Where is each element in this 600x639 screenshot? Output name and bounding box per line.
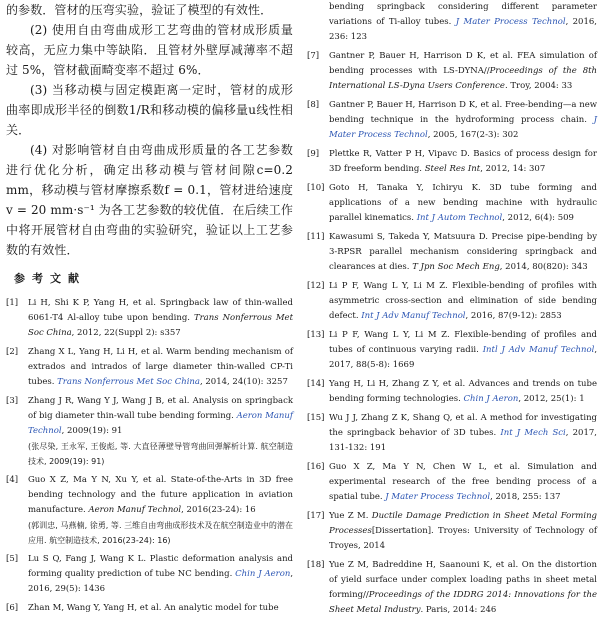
reference-item [307, 411, 597, 456]
reference-text [329, 411, 597, 456]
reference-number: [18] [307, 560, 325, 570]
reference-source[interactable]: J Mater Process Technol [455, 17, 566, 27]
reference-segment: Plettke R, Vatter P H, Vipavc D. Basics of process design for 3D freeform bending. [329, 149, 597, 174]
reference-number: [1] [6, 298, 19, 308]
reference-segment: Guo X Z, Ma Y N, Chen W L, et al. Simulation and experimental research of the free bending process of a spatial tube. [329, 462, 597, 502]
reference-source[interactable]: Int J Autom Technol [416, 213, 503, 223]
reference-number: [14] [307, 379, 325, 389]
reference-segment: . Paris, 2014: 246 [420, 605, 497, 615]
reference-source: Aeron Manuf Technol [88, 505, 182, 515]
reference-text [329, 377, 597, 407]
paragraph: (2) 使用自由弯曲成形工艺弯曲的管材成形质量较高，无应力集中等缺陷．且管材外壁厚减薄率不超过 5%，管材截面畸变率不超过 6%． [6, 23, 293, 77]
reference-text [329, 230, 597, 275]
reference-segment: Zhang J R, Wang Y J, Wang J B, et al. Analysis on springback of big diameter thin-wall tube bending forming. [28, 396, 293, 421]
reference-chinese: (郭训忠, 马燕楠, 徐勇, 等. 三维自由弯曲成形技术及在航空制造业中的潜在应用. 航空制造技术, 2016(23-24): 16) [28, 521, 293, 545]
reference-number: [4] [6, 475, 19, 485]
right-column [307, 0, 597, 622]
reference-segment: . Troy, 2004: 33 [504, 81, 573, 91]
reference-segment: Gantner P, Bauer H, Harrison D K, et al. FEA simulation of bending processes with LS-DYNA// [329, 51, 597, 76]
reference-source: Trans Nonferrous Met Soc China [28, 313, 293, 338]
reference-segment: Zhan M, Wang Y, Yang H, et al. An analytic model for tube [28, 603, 279, 613]
reference-segment: , 2016, 236: 123 [329, 17, 597, 42]
reference-segment: , 2014, 80(820): 343 [499, 262, 588, 272]
reference-segment: Li P F, Wang L Y, Li M Z. Flexible-bending of profiles with asymmetric cross-section and elimination of side bending defect. [329, 281, 597, 321]
reference-text [28, 552, 293, 597]
reference-source[interactable]: Aeron Manuf Technol [28, 411, 293, 436]
reference-number: [9] [307, 149, 320, 159]
reference-segment: Gantner P, Bauer H, Harrison D K, et al. Free-bending—a new bending technique in the hydroforming process chain. [329, 100, 597, 125]
reference-source: T Jpn Soc Mech Eng [412, 262, 500, 272]
reference-text [329, 98, 597, 143]
reference-segment: , 2017, 131-132: 191 [329, 428, 597, 453]
reference-item [307, 328, 597, 373]
reference-text [329, 181, 597, 226]
reference-source[interactable]: Int J Mech Sci [500, 428, 566, 438]
reference-text [329, 147, 597, 177]
reference-item [6, 345, 293, 390]
reference-item [307, 377, 597, 407]
reference-item [6, 473, 293, 548]
reference-text [28, 473, 293, 548]
reference-item [6, 296, 293, 341]
reference-source[interactable]: Trans Nonferrous Met Soc China [57, 377, 200, 387]
reference-segment: [Dissertation]. Troyes: University of Technology of Troyes, 2014 [329, 526, 597, 551]
reference-item [307, 49, 597, 94]
reference-segment: Wu J J, Zhang Z K, Shang Q, et al. A method for investigating the springback behavior of 3D tubes. [329, 413, 597, 438]
paragraph: 的参数．管材的压弯实验，验证了模型的有效性． [6, 3, 273, 17]
reference-segment: Li P F, Wang L Y, Li M Z. Flexible-bending of profiles and tubes of continuous varying radii. [329, 330, 597, 355]
paragraph: (4) 对影响管材自由弯曲成形质量的各工艺参数进行优化分析，确定出移动模与管材间隙c=0.2 mm，移动模与管材摩擦系数f = 0.1，管材进给速度 v = 20 mm·s⁻¹ 为各工艺参数的较优值．在后续工作中将开展管材自由弯曲的实验研究，验证以上工艺参数的有效性． [6, 143, 293, 257]
reference-source: Proceedings of the IDDRG 2014: Innovations for the Sheet Metal Industry [329, 590, 597, 615]
reference-segment: , 2014, 24(10): 3257 [199, 377, 288, 387]
reference-number: [11] [307, 232, 325, 242]
reference-number: [5] [6, 554, 19, 564]
reference-number: [16] [307, 462, 325, 472]
left-column [6, 0, 293, 620]
reference-segment: Goto H, Tanaka Y, Ichiryu K. 3D tube forming and applications of a new bending machine with hydraulic parallel kinematics. [329, 183, 597, 223]
reference-source[interactable]: Chin J Aeron [235, 569, 291, 579]
reference-number: [13] [307, 330, 325, 340]
reference-chinese: (张尽染, 王永军, 王俊彪, 等. 大直径薄壁导管弯曲回弹解析计算. 航空制造技术, 2009(19): 91) [28, 442, 293, 466]
reference-segment: bending springback considering different parameter variations of Ti-alloy tubes. [329, 2, 597, 27]
reference-item [6, 394, 293, 469]
reference-segment: Zhang X L, Yang H, Li H, et al. Warm bending mechanism of extrados and intrados of large diameter thin-walled CP-Ti tubes. [28, 347, 293, 387]
reference-segment: , 2018, 255: 137 [490, 492, 561, 502]
reference-segment: , 2012, 22(Suppl 2): s357 [71, 328, 181, 338]
reference-number [307, 0, 329, 45]
reference-segment: Li H, Shi K P, Yang H, et al. Springback law of thin-walled 6061-T4 Al-alloy tube upon bending. [28, 298, 293, 323]
references-heading: 参考文献 [14, 272, 86, 285]
reference-segment: , 2016(23-24): 16 [181, 505, 256, 515]
reference-number: [7] [307, 51, 320, 61]
reference-item [307, 147, 597, 177]
reference-segment: , 2005, 167(2-3): 302 [427, 130, 519, 140]
reference-number: [6] [6, 603, 19, 613]
reference-item [307, 509, 597, 554]
reference-text [329, 509, 597, 554]
reference-segment: , 2017, 88(5-8): 1669 [329, 345, 598, 370]
reference-number: [15] [307, 413, 325, 423]
reference-segment: , 2012, 14: 307 [480, 164, 546, 174]
reference-item [307, 98, 597, 143]
reference-segment: , 2012, 25(1): 1 [518, 394, 585, 404]
reference-segment: , 2012, 6(4): 509 [502, 213, 574, 223]
paragraph: (3) 当移动模与固定模距离一定时，管材的成形曲率即成形半径的倒数1/R和移动模的偏移量u线性相关． [6, 83, 293, 137]
reference-source: Proceedings of the 8th International LS-Dyna Users Conference [329, 66, 598, 91]
reference-segment: , 2016, 87(9-12): 2853 [465, 311, 562, 321]
reference-text [329, 279, 597, 324]
references-list-right [307, 0, 597, 618]
reference-segment: Kawasumi S, Takeda Y, Matsuura D. Precise pipe-bending by 3-RPSR parallel mechanism considering springback and clearances at dies. [329, 232, 597, 272]
reference-source[interactable]: J Mater Process Technol [329, 115, 597, 140]
reference-source[interactable]: Int J Adv Manuf Technol [361, 311, 466, 321]
reference-source[interactable]: Chin J Aeron [463, 394, 519, 404]
reference-number: [12] [307, 281, 325, 291]
reference-text [329, 328, 597, 373]
reference-text [28, 345, 293, 390]
reference-text [28, 394, 293, 469]
reference-item [307, 279, 597, 324]
reference-segment: , 2016, 29(5): 1436 [28, 569, 294, 594]
reference-source: Steel Res Int [424, 164, 481, 174]
conclusion-text [6, 0, 293, 260]
reference-number: [3] [6, 396, 19, 406]
reference-segment: Yang H, Li H, Zhang Z Y, et al. Advances and trends on tube bending forming technologies. [329, 379, 597, 404]
reference-item [6, 552, 293, 597]
reference-segment: Yue Z M. [329, 511, 372, 521]
reference-text [28, 296, 293, 341]
reference-segment: Yue Z M, Badreddine H, Saanouni K, et al. On the distortion of yield surface under complex loading paths in sheet metal forming// [329, 560, 597, 600]
reference-item [307, 558, 597, 618]
reference-text [28, 601, 293, 616]
reference-segment: Lu S Q, Fang J, Wang K L. Plastic deformation analysis and forming quality prediction of tube NC bending. [28, 554, 293, 579]
reference-number: [10] [307, 183, 325, 193]
reference-text [329, 558, 597, 618]
references-list-left [6, 296, 293, 616]
reference-number: [17] [307, 511, 325, 521]
reference-number: [2] [6, 347, 19, 357]
reference-text [329, 460, 597, 505]
reference-item [307, 230, 597, 275]
reference-text [329, 49, 597, 94]
reference-source[interactable]: Intl J Adv Manuf Technol [482, 345, 595, 355]
reference-item [307, 460, 597, 505]
reference-item [307, 181, 597, 226]
reference-source[interactable]: J Mater Process Technol [385, 492, 491, 502]
reference-text [329, 0, 597, 45]
reference-segment: Guo X Z, Ma Y N, Xu Y, et al. State-of-the-Arts in 3D free bending technology and the future application in aviation manufacture. [28, 475, 293, 515]
reference-item [307, 0, 597, 45]
reference-number: [8] [307, 100, 320, 110]
reference-source: Ductile Damage Prediction in Sheet Metal Forming Processes [329, 511, 597, 536]
reference-segment: , 2009(19): 91 [61, 426, 123, 436]
reference-item [6, 601, 293, 616]
